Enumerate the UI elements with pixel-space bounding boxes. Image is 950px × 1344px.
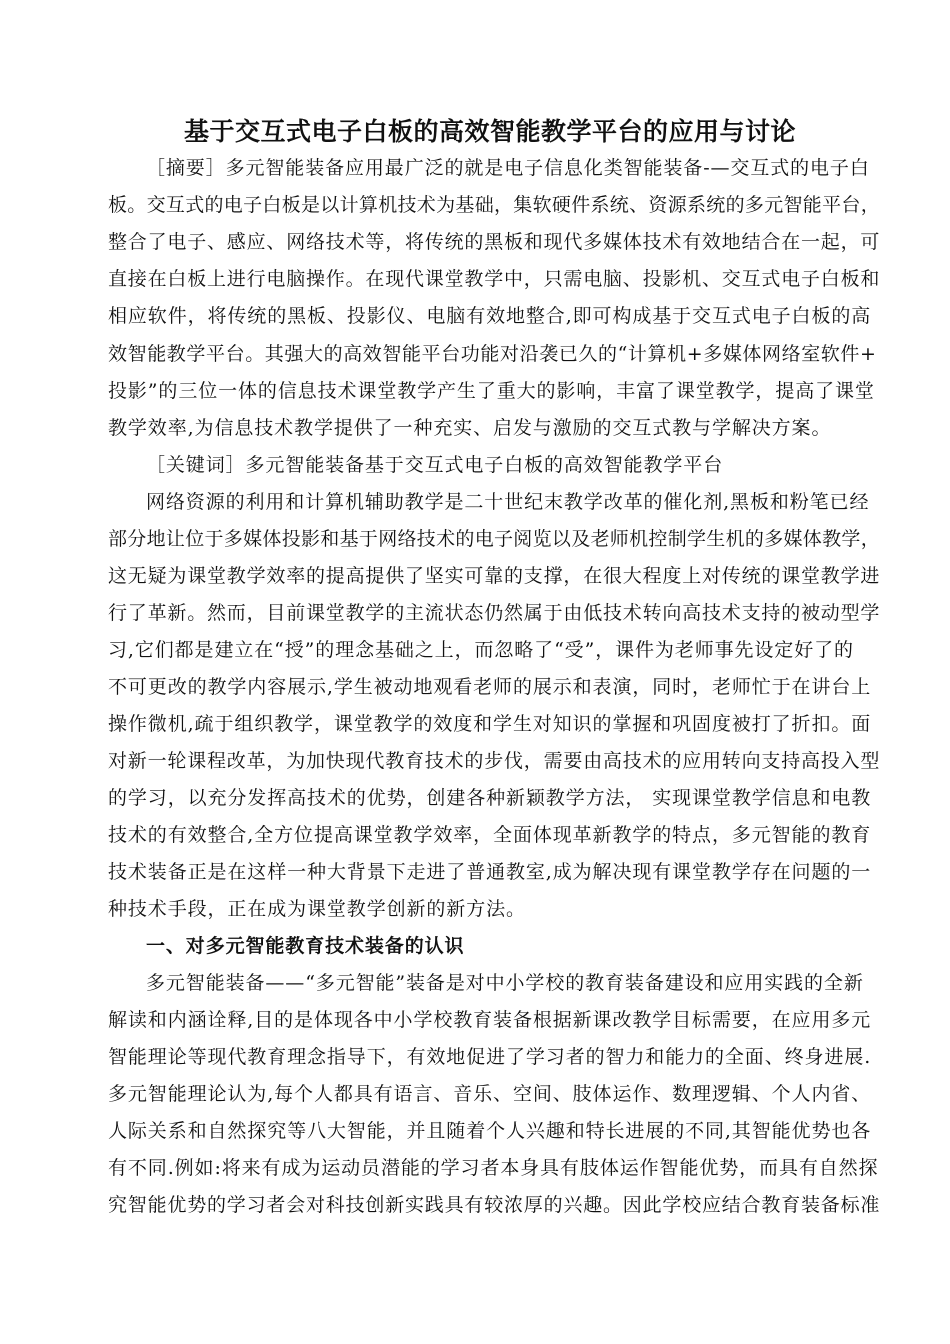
keywords-line: ［关键词］多元智能装备基于交互式电子白板的高效智能教学平台 [146, 454, 724, 476]
body-paragraph-line: 行了革新。然而，目前课堂教学的主流状态仍然属于由低技术转向高技术支持的被动型学 [108, 602, 881, 624]
body-paragraph-line: 技术的有效整合,全方位提高课堂教学效率，全面体现革新教学的特点，多元智能的教育 [108, 824, 872, 846]
body-paragraph-line: 的学习，以充分发挥高技术的优势，创建各种新颖教学方法， 实现课堂教学信息和电教 [108, 787, 872, 809]
body-paragraph-line: 这无疑为课堂教学效率的提高提供了坚实可靠的支撑，在很大程度上对传统的课堂教学进 [108, 565, 881, 587]
abstract-line: 直接在白板上进行电脑操作。在现代课堂教学中，只需电脑、投影机、交互式电子白板和 [108, 268, 881, 290]
abstract-line: 相应软件，将传统的黑板、投影仪、电脑有效地整合,即可构成基于交互式电子白板的高 [108, 305, 872, 327]
section-heading: 一、对多元智能教育技术装备的认识 [146, 935, 465, 957]
body-paragraph-line: 对新一轮课程改革，为加快现代教育技术的步伐，需要由高技术的应用转向支持高投入型 [108, 750, 881, 772]
body-paragraph-line: 部分地让位于多媒体投影和基于网络技术的电子阅览以及老师机控制学生机的多媒体教学， [108, 528, 881, 550]
abstract-line: 教学效率,为信息技术教学提供了一种充实、启发与激励的交互式教与学解决方案。 [108, 417, 832, 439]
abstract-line: 投影”的三位一体的信息技术课堂教学产生了重大的影响，丰富了课堂教学，提高了课堂 [108, 380, 875, 402]
body-paragraph-line: 网络资源的利用和计算机辅助教学是二十世纪末教学改革的催化剂,黑板和粉笔已经 [146, 491, 870, 513]
abstract-line: 整合了电子、感应、网络技术等，将传统的黑板和现代多媒体技术有效地结合在一起，可 [108, 231, 881, 253]
body-paragraph-line: 不可更改的教学内容展示,学生被动地观看老师的展示和表演，同时，老师忙于在讲台上 [108, 676, 872, 698]
body-paragraph-line: 种技术手段，正在成为课堂教学创新的新方法。 [108, 898, 526, 920]
section-paragraph-line: 多元智能装备——“多元智能”装备是对中小学校的教育装备建设和应用实践的全新 [146, 972, 864, 994]
document-title: 基于交互式电子白板的高效智能教学平台的应用与讨论 [183, 117, 796, 146]
section-paragraph-line: 究智能优势的学习者会对科技创新实践具有较浓厚的兴趣。因此学校应结合教育装备标准 [108, 1194, 881, 1216]
section-paragraph-line: 人际关系和自然探究等八大智能，并且随着个人兴趣和特长进展的不同,其智能优势也各 [108, 1120, 872, 1142]
section-paragraph-line: 智能理论等现代教育理念指导下，有效地促进了学习者的智力和能力的全面、终身进展. [108, 1046, 872, 1068]
body-paragraph-line: 操作微机,疏于组织教学，课堂教学的效度和学生对知识的掌握和巩固度被打了折扣。面 [108, 713, 872, 735]
body-paragraph-line: 技术装备正是在这样一种大背景下走进了普通教室,成为解决现有课堂教学存在问题的一 [108, 861, 872, 883]
body-paragraph-line: 习,它们都是建立在“授”的理念基础之上，而忽略了“受”，课件为老师事先设定好了的 [108, 639, 854, 661]
section-paragraph-line: 有不同.例如:将来有成为运动员潜能的学习者本身具有肢体运作智能优势，而具有自然探 [108, 1157, 879, 1179]
section-paragraph-line: 解读和内涵诠释,目的是体现各中小学校教育装备根据新课改教学目标需要，在应用多元 [108, 1009, 872, 1031]
abstract-line: 效智能教学平台。其强大的高效智能平台功能对沿袭已久的“计算机+多媒体网络室软件+ [108, 343, 877, 365]
section-paragraph-line: 多元智能理论认为,每个人都具有语言、音乐、空间、肢体运作、数理逻辑、个人内省、 [108, 1083, 872, 1105]
abstract-line: 板。交互式的电子白板是以计算机技术为基础，集软硬件系统、资源系统的多元智能平台， [108, 194, 881, 216]
abstract-line: ［摘要］多元智能装备应用最广泛的就是电子信息化类智能装备-—交互式的电子白 [146, 157, 870, 179]
